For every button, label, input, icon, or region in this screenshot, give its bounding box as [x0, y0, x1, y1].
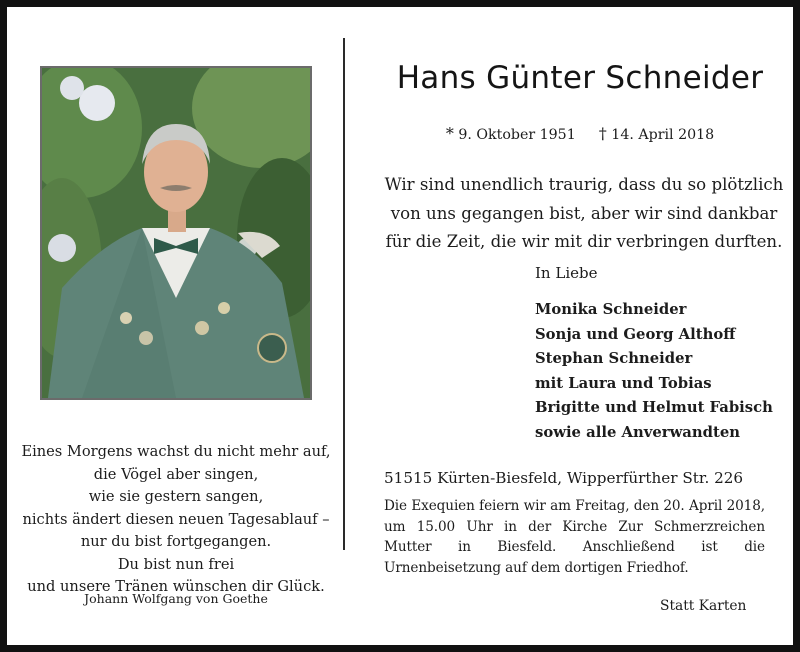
- poem-line: wie sie gestern sangen,: [88, 488, 264, 505]
- message-line: von uns gegangen bist, aber wir sind dankbar: [390, 203, 778, 223]
- poem: [16, 441, 336, 599]
- deceased-name: Hans Günter Schneider: [396, 60, 764, 96]
- family-address: 51515 Kürten-Biesfeld, Wipperfürther Str. 226: [384, 469, 744, 487]
- mourner-name: Sonja und Georg Althoff: [535, 325, 736, 343]
- mourner-name: Stephan Schneider: [535, 350, 693, 368]
- in-liebe-label: In Liebe: [535, 264, 598, 282]
- portrait-illustration: [42, 68, 310, 398]
- poem-line: nichts ändert diesen neuen Tagesablauf –: [22, 510, 330, 528]
- birth-date: 9. Oktober 1951: [458, 127, 576, 143]
- mourners-list: [535, 298, 773, 446]
- mourner-name: mit Laura und Tobias: [535, 374, 712, 392]
- birth-symbol: *: [445, 124, 454, 143]
- portrait-photo: [40, 66, 312, 400]
- message-line: für die Zeit, die wir mit dir verbringen durften.: [385, 232, 783, 251]
- poem-line: nur du bist fortgegangen.: [80, 533, 272, 550]
- message-line: Wir sind unendlich traurig, dass du so plötzlich: [384, 175, 784, 194]
- death-date: 14. April 2018: [611, 127, 715, 143]
- mourning-message: [384, 171, 784, 257]
- mourner-name: Monika Schneider: [535, 301, 687, 318]
- poem-line: und unsere Tränen wünschen dir Glück.: [27, 578, 325, 595]
- poem-line: Du bist nun frei: [117, 555, 235, 573]
- poem-author: Johann Wolfgang von Goethe: [84, 591, 268, 606]
- mourner-name: Brigitte und Helmut Fabisch: [535, 399, 773, 417]
- poem-line: die Vögel aber singen,: [93, 465, 259, 483]
- exequien-text: Die Exequien feiern wir am Freitag, den 20. April 2018, um 15.00 Uhr in der Kirche Zur Schmerzreichen Mutter in Biesfeld. Anschließend ist die Urnenbeisetzung auf dem dortigen Friedhof.: [384, 498, 765, 576]
- poem-line: Eines Morgens wachst du nicht mehr auf,: [21, 443, 331, 460]
- statt-karten-label: Statt Karten: [660, 598, 747, 614]
- life-dates: [365, 124, 795, 143]
- death-symbol: †: [598, 124, 607, 143]
- column-divider: [343, 38, 345, 550]
- mourner-name: sowie alle Anverwandten: [535, 423, 741, 441]
